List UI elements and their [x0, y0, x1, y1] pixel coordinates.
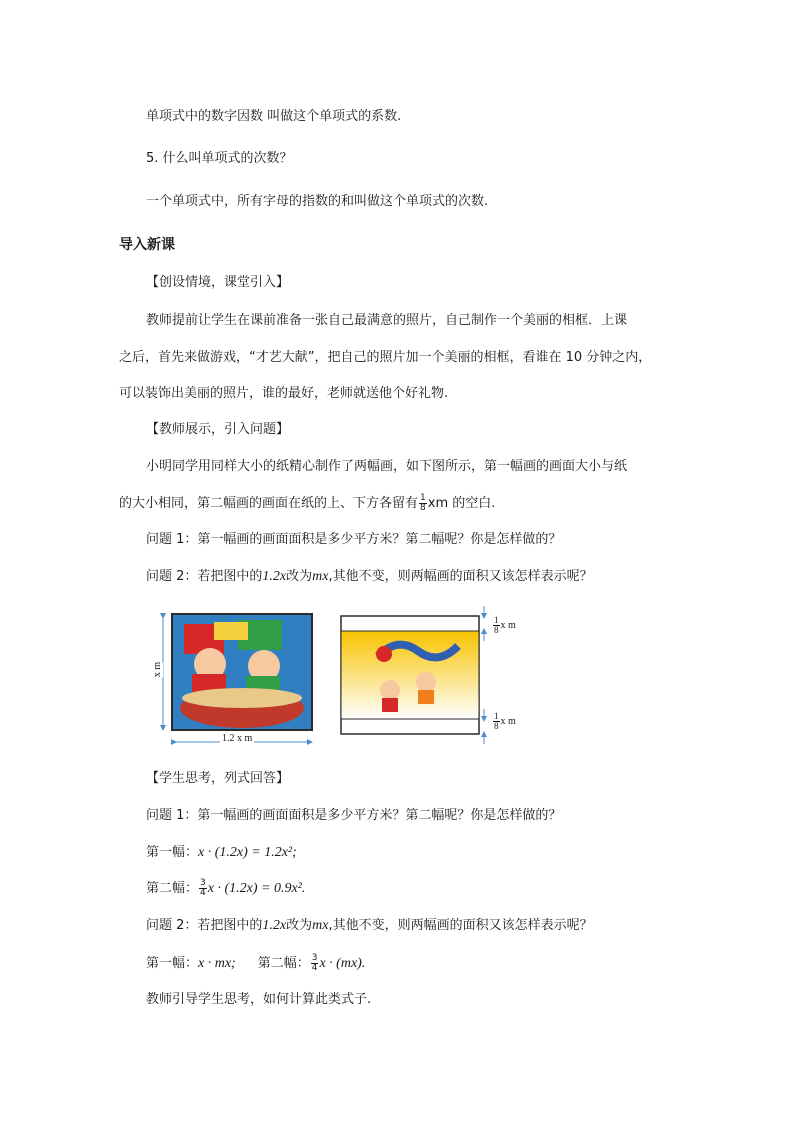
figure-painting-2: [338, 606, 538, 752]
answer-label: 第二幅：: [146, 881, 199, 896]
figure-painting-1: [152, 612, 318, 750]
fraction-one-eighth: [419, 494, 427, 513]
answer-3-4: [146, 954, 365, 973]
text-line-degree-def: 一个单项式中，所有字母的指数的和叫做这个单项式的次数.: [146, 194, 489, 209]
text-line-q2: [146, 568, 593, 586]
text-part: ,其他不变，则两幅画的面积又该怎样表示呢？: [328, 569, 593, 584]
unit: x m: [500, 619, 516, 631]
text-line-paint-1: 小明同学用同样大小的纸精心制作了两幅画，如下图所示，第一幅画的画面大小与纸: [146, 459, 628, 474]
text-part: 的大小相同，第二幅画的画面在纸的上、下方各留有: [119, 496, 419, 511]
fraction-one-eighth: [493, 616, 500, 635]
text-part: 问题 2：若把图中的: [146, 918, 263, 933]
text-line-students: 【学生思考，列式回答】: [146, 771, 290, 786]
frac-den: 8: [494, 721, 499, 731]
math-expr: x · (1.2x) = 0.9x².: [207, 881, 306, 896]
answer-label: 第一幅：: [146, 845, 199, 860]
answer-label: 第一幅：: [146, 956, 199, 971]
text-line-paint-2: [119, 494, 495, 513]
frac-num: 3: [200, 878, 206, 888]
frac-den: 8: [494, 625, 499, 635]
text-line-guide: 教师引导学生思考，如何计算此类式子.: [146, 992, 372, 1007]
math-expr: x · (1.2x) = 1.2x²;: [198, 845, 297, 860]
frac-num: 3: [311, 953, 318, 963]
text-part: 改为: [286, 569, 313, 584]
math-expr: mx: [312, 918, 329, 933]
frac-den: 8: [420, 503, 426, 513]
text-line-context: 【创设情境，课堂引入】: [146, 275, 290, 290]
text-line-q1-repeat: 问题 1：第一幅画的画面面积是多少平方米？第二幅呢？你是怎样做的？: [146, 808, 562, 823]
frac-num: 1: [494, 711, 499, 721]
unit: x m: [500, 715, 516, 727]
math-expr: 1.2x: [262, 569, 287, 584]
fraction-one-eighth: [493, 712, 500, 731]
answer-label: 第二幅：: [257, 956, 310, 971]
fraction-three-quarters: [199, 879, 207, 898]
answer-1: [146, 844, 297, 862]
bottom-margin-label: [492, 712, 516, 731]
text-line-coefficient: 单项式中的数字因数 叫做这个单项式的系数.: [146, 109, 402, 124]
text-line-teacher-3: 可以装饰出美丽的照片，谁的最好，老师就送他个好礼物.: [119, 386, 449, 401]
text-line-teacher-1: 教师提前让学生在课前准备一张自己最满意的照片，自己制作一个美丽的相框．上课: [146, 313, 628, 328]
text-line-q2-repeat: [146, 917, 593, 935]
fraction-three-quarters: [311, 954, 319, 973]
math-expr: mx: [312, 569, 329, 584]
text-line-show: 【教师展示，引入问题】: [146, 422, 290, 437]
top-margin-label: [492, 616, 516, 635]
text-part: xm 的空白.: [427, 496, 496, 511]
text-line-teacher-2: 之后，首先来做游戏，“才艺大献”，把自己的照片加一个美丽的相框，看谁在 10 分钟之内，: [119, 350, 652, 365]
math-expr: x · (mx).: [319, 956, 366, 971]
text-line-q1: 问题 1：第一幅画的画面面积是多少平方米？第二幅呢？你是怎样做的？: [146, 532, 562, 547]
frac-num: 1: [494, 615, 499, 625]
height-label: x m: [152, 661, 164, 678]
frac-den: 4: [200, 888, 206, 898]
text-part: 改为: [286, 918, 313, 933]
section-heading: 导入新课: [119, 237, 175, 253]
math-expr: 1.2x: [262, 918, 287, 933]
text-line-degree-question: 5. 什么叫单项式的次数？: [146, 151, 293, 166]
frac-den: 4: [311, 963, 318, 973]
frac-num: 1: [420, 493, 426, 503]
width-label: 1.2 x m: [222, 733, 253, 744]
math-expr: x · mx;: [198, 956, 236, 971]
answer-2: [146, 879, 305, 898]
painting-1-svg: [158, 612, 318, 750]
text-part: 问题 2：若把图中的: [146, 569, 263, 584]
text-part: ,其他不变，则两幅画的面积又该怎样表示呢？: [328, 918, 593, 933]
